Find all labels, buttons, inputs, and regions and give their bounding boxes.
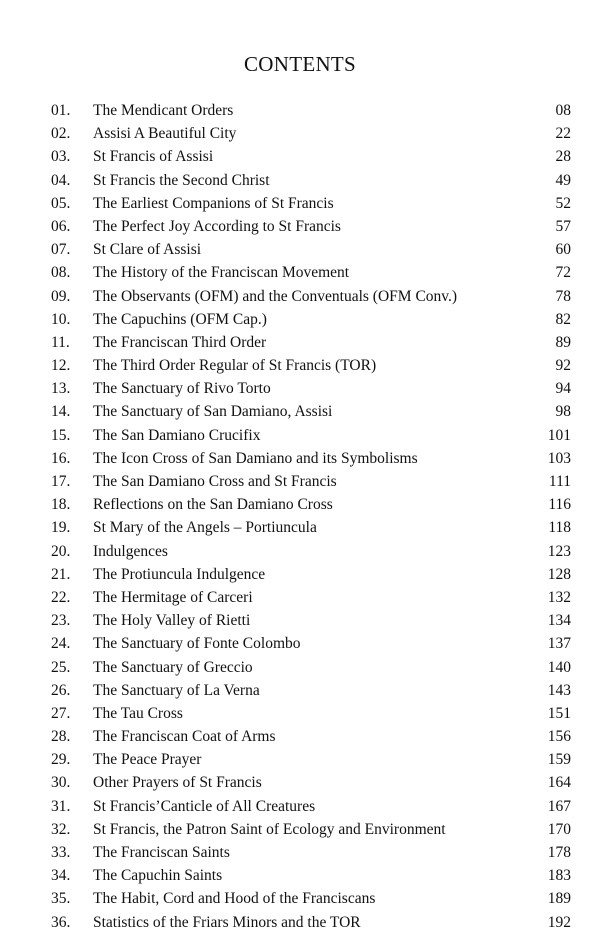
- toc-entry: [51, 702, 571, 725]
- toc-entry-page-number: 170: [547, 820, 571, 838]
- toc-entry-page-number: 164: [547, 774, 571, 792]
- toc-entry-page-number: 111: [548, 473, 571, 490]
- toc-entry: [51, 679, 571, 702]
- toc-entry-title: The Observants (OFM) and the Conventuals (OFM Conv.): [93, 287, 458, 305]
- toc-entry-title: The Mendicant Orders: [93, 102, 234, 119]
- toc-entry-title: The Protiuncula Indulgence: [93, 565, 266, 583]
- toc-entry-page-number: 159: [547, 751, 571, 769]
- toc-entry-title: The San Damiano Crucifix: [93, 426, 261, 444]
- toc-entry-page-number: 92: [555, 357, 571, 375]
- toc-entry-number: 08.: [51, 264, 71, 282]
- toc-entry-number: 34.: [51, 867, 71, 885]
- toc-entry: [51, 540, 571, 563]
- toc-entry: [51, 447, 571, 470]
- toc-entry-number: 11.: [51, 333, 70, 351]
- toc-entry: [51, 725, 571, 748]
- toc-entry-page-number: 52: [555, 194, 571, 212]
- toc-entry-number: 31.: [51, 797, 71, 815]
- toc-entry: [51, 192, 571, 215]
- table-of-contents: [51, 99, 571, 934]
- toc-entry-page-number: 72: [555, 264, 571, 282]
- toc-entry-number: 04.: [51, 171, 71, 189]
- toc-entry-title: The Perfect Joy According to St Francis: [93, 217, 341, 235]
- toc-entry: [51, 609, 571, 632]
- toc-entry-title: The Icon Cross of San Damiano and its Symbolisms: [93, 449, 418, 467]
- toc-entry: [51, 99, 571, 122]
- toc-entry-number: 35.: [51, 890, 71, 908]
- toc-entry: [51, 308, 571, 331]
- toc-entry-title: The History of the Franciscan Movement: [93, 264, 350, 282]
- toc-entry-number: 13.: [51, 380, 71, 398]
- toc-entry-page-number: 137: [547, 635, 571, 653]
- toc-entry-number: 21.: [51, 565, 71, 583]
- toc-entry-number: 32.: [51, 820, 71, 838]
- toc-entry-page-number: 82: [555, 310, 571, 328]
- toc-entry-number: 33.: [51, 844, 71, 861]
- toc-entry: [51, 887, 571, 910]
- toc-entry-page-number: 192: [547, 913, 571, 931]
- toc-entry-page-number: 132: [547, 588, 571, 606]
- toc-entry: [51, 748, 571, 771]
- toc-entry-number: 09.: [51, 287, 71, 305]
- toc-entry: [51, 632, 571, 655]
- toc-entry-number: 18.: [51, 496, 71, 514]
- toc-entry-page-number: 22: [555, 125, 571, 143]
- toc-entry-title: The Holy Valley of Rietti: [93, 612, 251, 630]
- toc-entry: [51, 400, 571, 423]
- toc-entry-page-number: 60: [555, 241, 571, 259]
- toc-entry-title: The Hermitage of Carceri: [93, 588, 253, 606]
- toc-entry: [51, 261, 571, 284]
- toc-entry: [51, 122, 571, 145]
- toc-entry-title: St Francis the Second Christ: [93, 171, 270, 189]
- toc-entry: [51, 563, 571, 586]
- toc-entry: [51, 864, 571, 887]
- toc-entry: [51, 145, 571, 168]
- toc-entry-number: 14.: [51, 403, 71, 421]
- toc-entry-number: 29.: [51, 751, 71, 769]
- toc-entry: [51, 516, 571, 539]
- toc-entry-title: Indulgences: [93, 542, 168, 560]
- toc-entry-title: The Franciscan Third Order: [93, 333, 267, 351]
- toc-entry: [51, 911, 571, 934]
- toc-entry: [51, 771, 571, 794]
- toc-entry-page-number: 178: [547, 844, 571, 861]
- toc-entry-title: The Franciscan Coat of Arms: [93, 728, 276, 746]
- toc-entry: [51, 470, 571, 493]
- toc-entry-title: Assisi A Beautiful City: [93, 125, 237, 143]
- toc-entry-title: The Earliest Companions of St Francis: [93, 194, 334, 212]
- toc-entry-number: 28.: [51, 728, 71, 746]
- toc-entry-title: St Clare of Assisi: [93, 241, 202, 259]
- toc-entry-number: 25.: [51, 658, 71, 676]
- toc-entry-number: 10.: [51, 310, 71, 328]
- page-title: CONTENTS: [243, 52, 357, 76]
- toc-entry-title: The Sanctuary of Greccio: [93, 658, 253, 676]
- toc-entry-page-number: 140: [547, 658, 571, 676]
- toc-entry-page-number: 94: [555, 380, 571, 398]
- toc-entry-title: The Sanctuary of San Damiano, Assisi: [93, 403, 333, 421]
- toc-entry: [51, 795, 571, 818]
- toc-entry-page-number: 89: [555, 333, 571, 351]
- toc-entry-page-number: 103: [547, 449, 571, 467]
- toc-entry-number: 02.: [51, 125, 71, 143]
- toc-entry-number: 22.: [51, 588, 71, 606]
- toc-entry-page-number: 98: [555, 403, 571, 421]
- toc-entry-number: 12.: [51, 357, 71, 375]
- toc-entry: [51, 424, 571, 447]
- toc-entry-title: The Habit, Cord and Hood of the Franciscans: [93, 890, 376, 908]
- toc-entry-title: St Francis of Assisi: [93, 148, 214, 166]
- toc-entry-title: The Capuchins (OFM Cap.): [93, 310, 267, 328]
- toc-entry-number: 27.: [51, 704, 71, 722]
- toc-entry-title: St Francis, the Patron Saint of Ecology and Environment: [93, 820, 446, 838]
- toc-entry: [51, 285, 571, 308]
- toc-entry-page-number: 78: [555, 287, 571, 305]
- toc-entry-number: 01.: [51, 102, 71, 119]
- toc-entry-number: 15.: [51, 426, 71, 444]
- toc-entry-page-number: 128: [547, 565, 571, 583]
- toc-entry-page-number: 156: [547, 728, 571, 746]
- toc-entry-title: The Sanctuary of La Verna: [93, 681, 260, 699]
- toc-entry-title: The San Damiano Cross and St Francis: [93, 473, 337, 490]
- toc-entry: [51, 586, 571, 609]
- toc-entry-page-number: 134: [547, 612, 571, 630]
- toc-entry-number: 05.: [51, 194, 71, 212]
- toc-entry-page-number: 151: [547, 704, 571, 722]
- toc-entry-page-number: 57: [555, 217, 571, 235]
- toc-entry-title: The Tau Cross: [93, 704, 183, 722]
- toc-entry: [51, 215, 571, 238]
- toc-entry-title: The Capuchin Saints: [93, 867, 223, 885]
- toc-entry-number: 07.: [51, 241, 71, 259]
- toc-entry-title: Statistics of the Friars Minors and the TOR: [93, 913, 361, 931]
- toc-entry: [51, 169, 571, 192]
- toc-entry-page-number: 118: [548, 519, 571, 537]
- toc-entry: [51, 841, 571, 864]
- toc-entry-title: St Mary of the Angels – Portiuncula: [93, 519, 317, 537]
- toc-entry-title: The Peace Prayer: [93, 751, 202, 769]
- toc-entry-number: 24.: [51, 635, 71, 653]
- toc-entry-number: 36.: [51, 913, 71, 931]
- toc-entry-page-number: 123: [547, 542, 571, 560]
- toc-entry-title: The Franciscan Saints: [93, 844, 230, 861]
- toc-entry-number: 23.: [51, 612, 71, 630]
- toc-entry-page-number: 183: [547, 867, 571, 885]
- toc-entry-title: The Sanctuary of Rivo Torto: [93, 380, 271, 398]
- toc-entry-number: 17.: [51, 473, 71, 490]
- toc-entry-title: The Third Order Regular of St Francis (TOR): [93, 357, 377, 375]
- toc-entry-number: 16.: [51, 449, 71, 467]
- toc-entry-title: Other Prayers of St Francis: [93, 774, 262, 792]
- toc-entry-number: 20.: [51, 542, 71, 560]
- toc-entry-number: 30.: [51, 774, 71, 792]
- toc-entry-number: 03.: [51, 148, 71, 166]
- toc-entry-title: Reflections on the San Damiano Cross: [93, 496, 333, 514]
- toc-entry-number: 06.: [51, 217, 71, 235]
- toc-entry: [51, 818, 571, 841]
- toc-entry: [51, 354, 571, 377]
- toc-entry-page-number: 189: [547, 890, 571, 908]
- toc-entry: [51, 331, 571, 354]
- toc-entry: [51, 656, 571, 679]
- toc-entry: [51, 377, 571, 400]
- toc-entry: [51, 238, 571, 261]
- toc-entry-page-number: 116: [548, 496, 571, 514]
- toc-entry-page-number: 101: [547, 426, 571, 444]
- toc-entry-title: The Sanctuary of Fonte Colombo: [93, 635, 301, 653]
- toc-entry-page-number: 143: [547, 681, 571, 699]
- toc-entry-title: St Francis’Canticle of All Creatures: [93, 797, 316, 815]
- toc-entry-page-number: 167: [547, 797, 571, 815]
- toc-entry-number: 19.: [51, 519, 71, 537]
- toc-entry-page-number: 08: [555, 102, 571, 119]
- toc-entry-page-number: 28: [555, 148, 571, 166]
- toc-entry-page-number: 49: [555, 171, 571, 189]
- toc-entry-number: 26.: [51, 681, 71, 699]
- toc-entry: [51, 493, 571, 516]
